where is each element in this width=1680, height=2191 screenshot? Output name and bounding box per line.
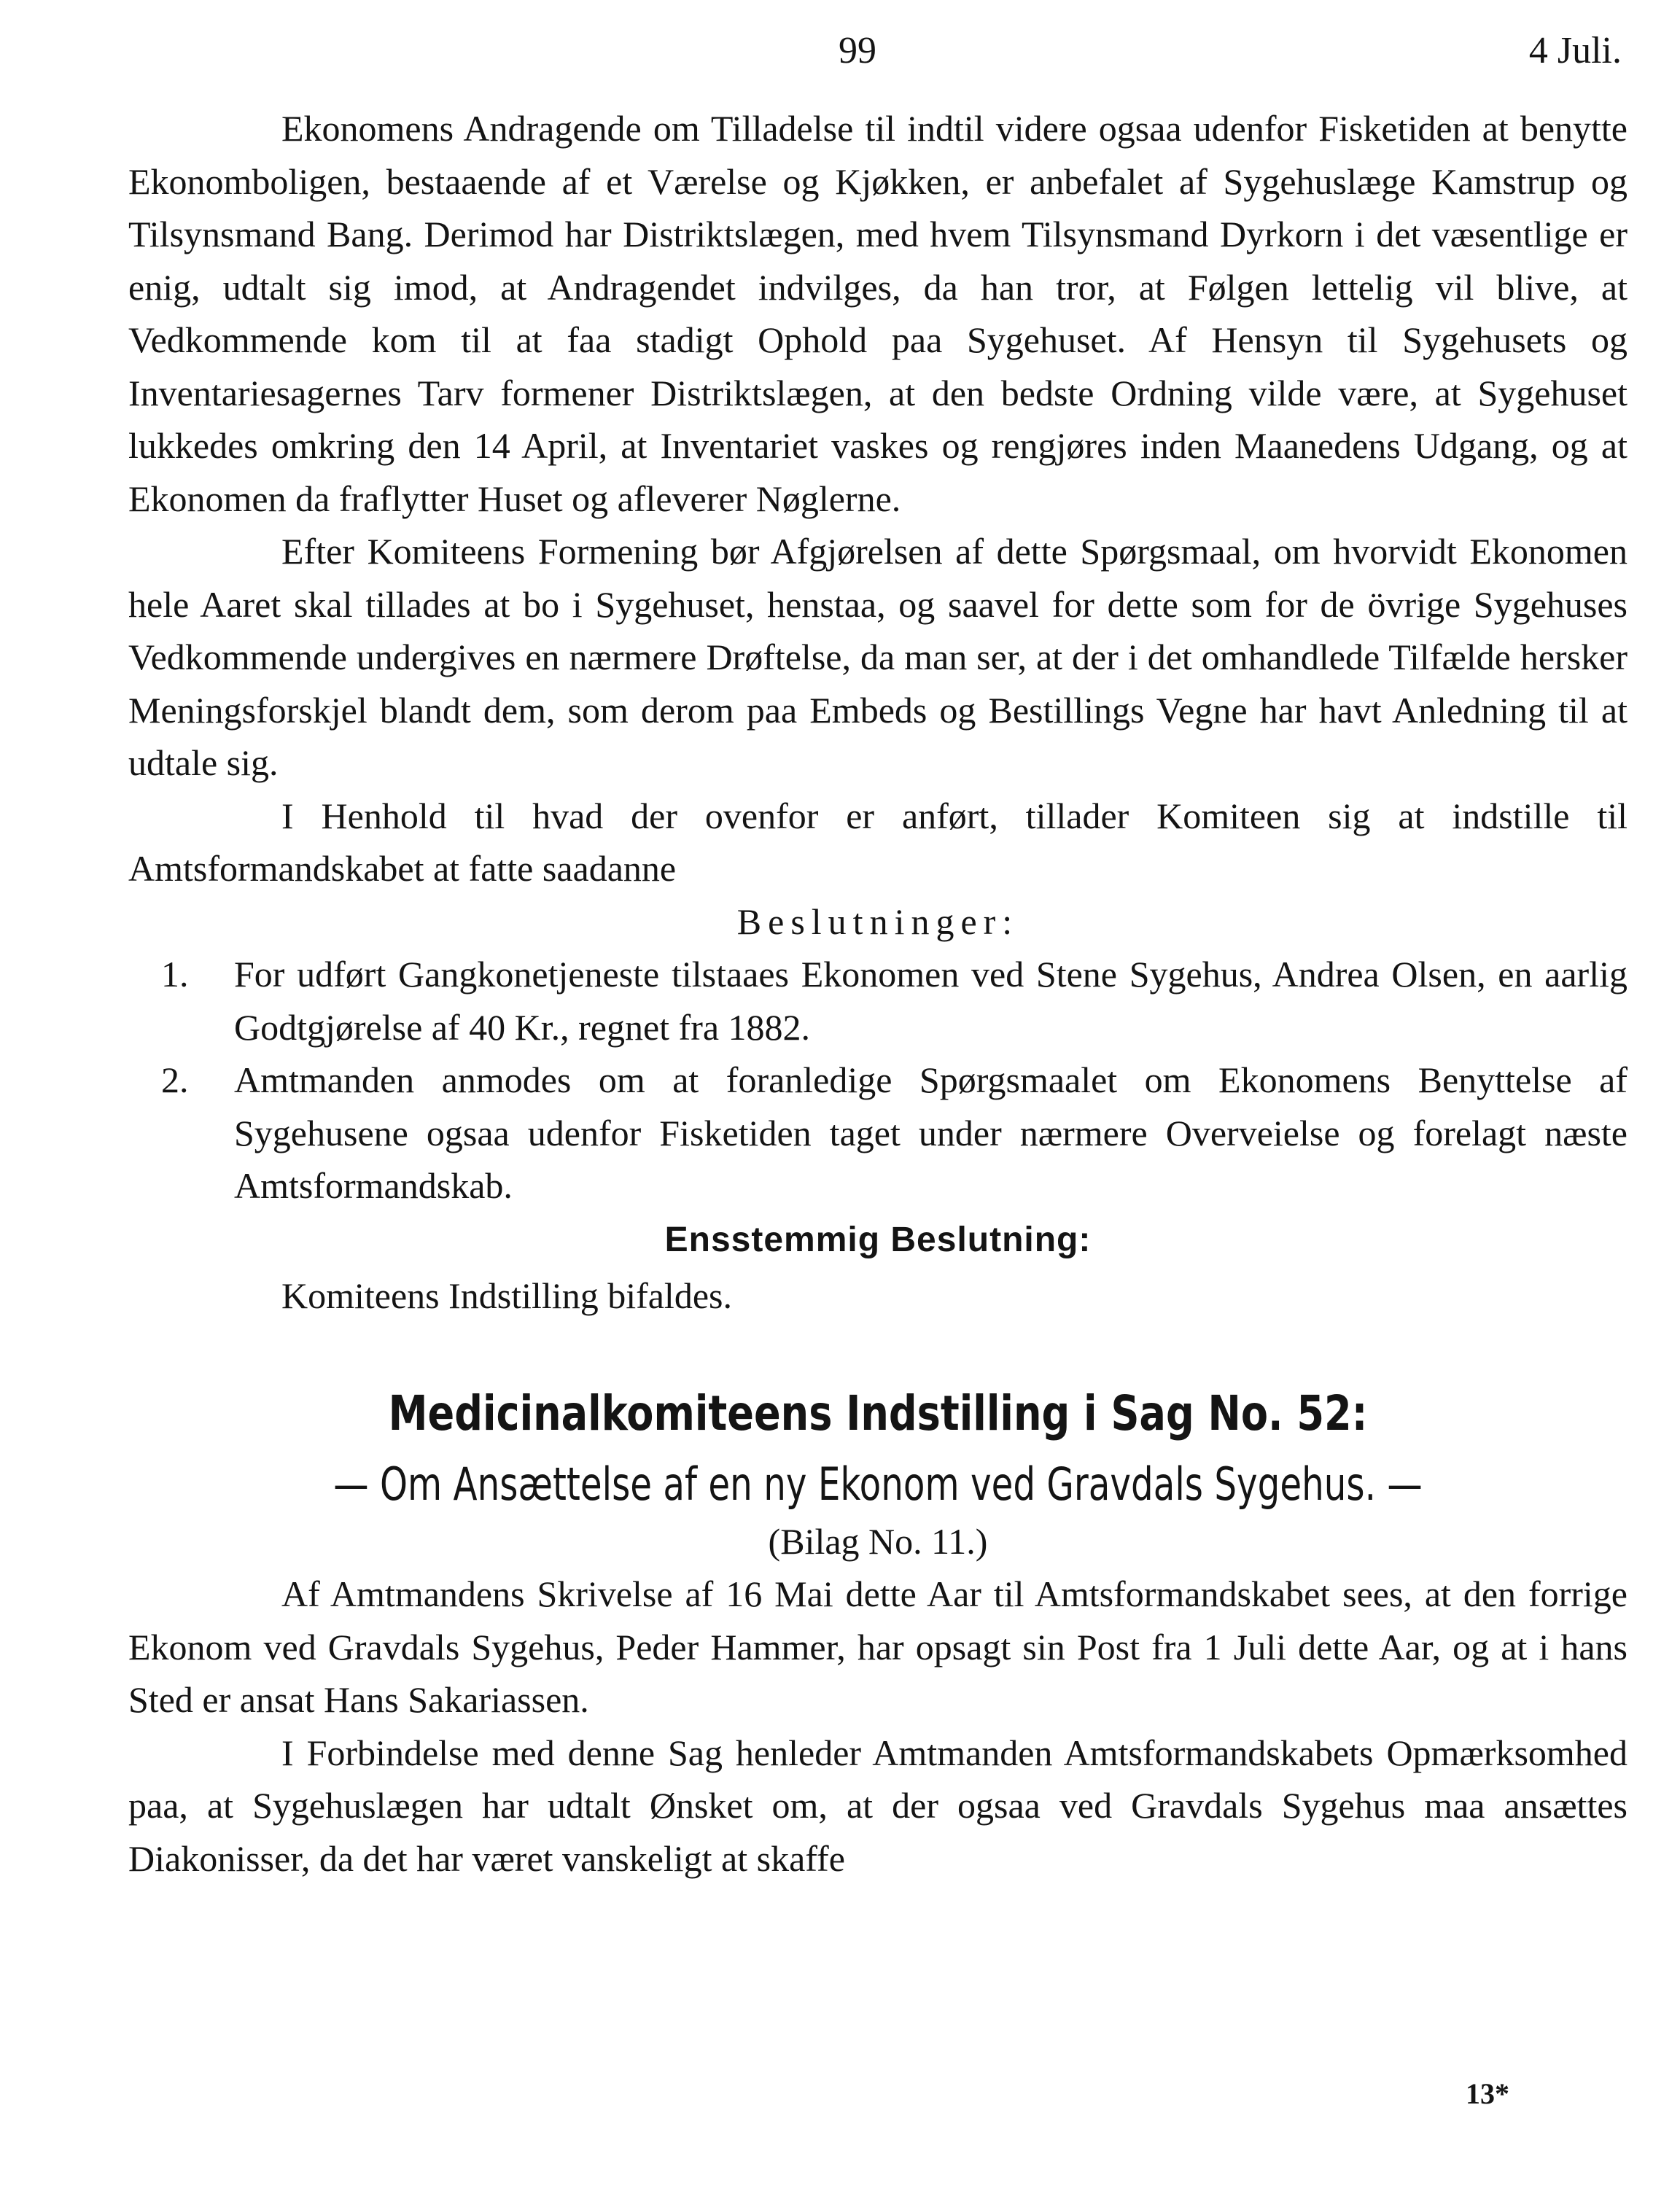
page-date: 4 Juli.: [1528, 30, 1622, 71]
section-title: Medicinalkomiteens Indstilling i Sag No. 52:: [388, 1385, 1368, 1441]
list-item-text: For udført Gangkonetjeneste tilstaaes Ekonomen ved Stene Sygehus, Andrea Olsen, en aarlig Godtgjørelse af 40 Kr., regnet fra 1882.: [234, 954, 1628, 1048]
list-item-number: 2.: [161, 1059, 189, 1100]
list-item: [128, 1054, 1628, 1213]
page-header: [0, 29, 1680, 80]
beslutninger-heading: Beslutninger:: [736, 900, 1019, 942]
list-item-text: Amtmanden anmodes om at foranledige Spørgsmaalet om Ekonomens Benyttelse af Sygehusene ogsaa udenfor Fisketiden taget under nærmere Overveielse og forelagt næste Amtsformandskab.: [234, 1059, 1628, 1206]
resolution-heading: Ensstemmig Beslutning:: [664, 1220, 1092, 1259]
paragraph: Af Amtmandens Skrivelse af 16 Mai dette Aar til Amtsformandskabet sees, at den forrige Ekonom ved Gravdals Sygehus, Peder Hammer, har opsagt sin Post fra 1 Juli dette Aar, og at i hans Sted er ansat Hans Sakariassen.: [128, 1573, 1628, 1720]
list-item: [128, 948, 1628, 1054]
paragraph: I Forbindelse med denne Sag henleder Amtmanden Amtsformandskabets Opmærksomhed paa, at Sygehuslægen har udtalt Ønsket om, at der ogsaa ved Gravdals Sygehus maa ansættes Diakonisser, da det har været vanskeligt at skaffe: [128, 1732, 1628, 1879]
signature-mark: 13*: [1466, 2077, 1509, 2110]
bilag-reference: (Bilag No. 11.): [768, 1520, 988, 1562]
paragraph: Ekonomens Andragende om Tilladelse til indtil videre ogsaa udenfor Fisketiden at benytte Ekonomboligen, bestaaende af et Værelse og Kjøkken, er anbefalet af Sygehuslæge Kamstrup og Tilsynsmand Bang. Derimod har Distriktslægen, med hvem Tilsynsmand Dyrkorn i det væsentlige er enig, udtalt sig imod, at Andragendet indvilges, da han tror, at Følgen lettelig vil blive, at Vedkommende kom til at faa stadigt Ophold paa Sygehuset. Af Hensyn til Sygehusets og Inventariesagernes Tarv formener Distriktslægen, at den bedste Ordning vilde være, at Sygehuset lukkedes omkring den 14 April, at Inventariet vaskes og rengjøres inden Maanedens Udgang, og at Ekonomen da fraflytter Huset og afleverer Nøglerne.: [128, 108, 1628, 519]
resolution-list: [128, 948, 1628, 1213]
resolution-text: Komiteens Indstilling bifaldes.: [281, 1275, 732, 1316]
list-item-number: 1.: [161, 954, 189, 995]
page-number: 99: [839, 30, 876, 71]
body-text: [128, 102, 1628, 1885]
paragraph: I Henhold til hvad der ovenfor er anført, tillader Komiteen sig at indstille til Amtsformandskabet at fatte saadanne: [128, 795, 1628, 889]
paragraph: Efter Komiteens Formening bør Afgjørelsen af dette Spørgsmaal, om hvorvidt Ekonomen hele Aaret skal tillades at bo i Sygehuset, henstaa, og saavel for dette som for de övrige Sygehuses Vedkommende undergives en nærmere Drøftelse, da man ser, at der i det omhandlede Tilfælde hersker Meningsforskjel blandt dem, som derom paa Embeds og Bestillings Vegne har havt Anledning til at udtale sig.: [128, 531, 1628, 783]
section-subtitle: — Om Ansættelse af en ny Ekonom ved Gravdals Sygehus. —: [333, 1457, 1423, 1511]
